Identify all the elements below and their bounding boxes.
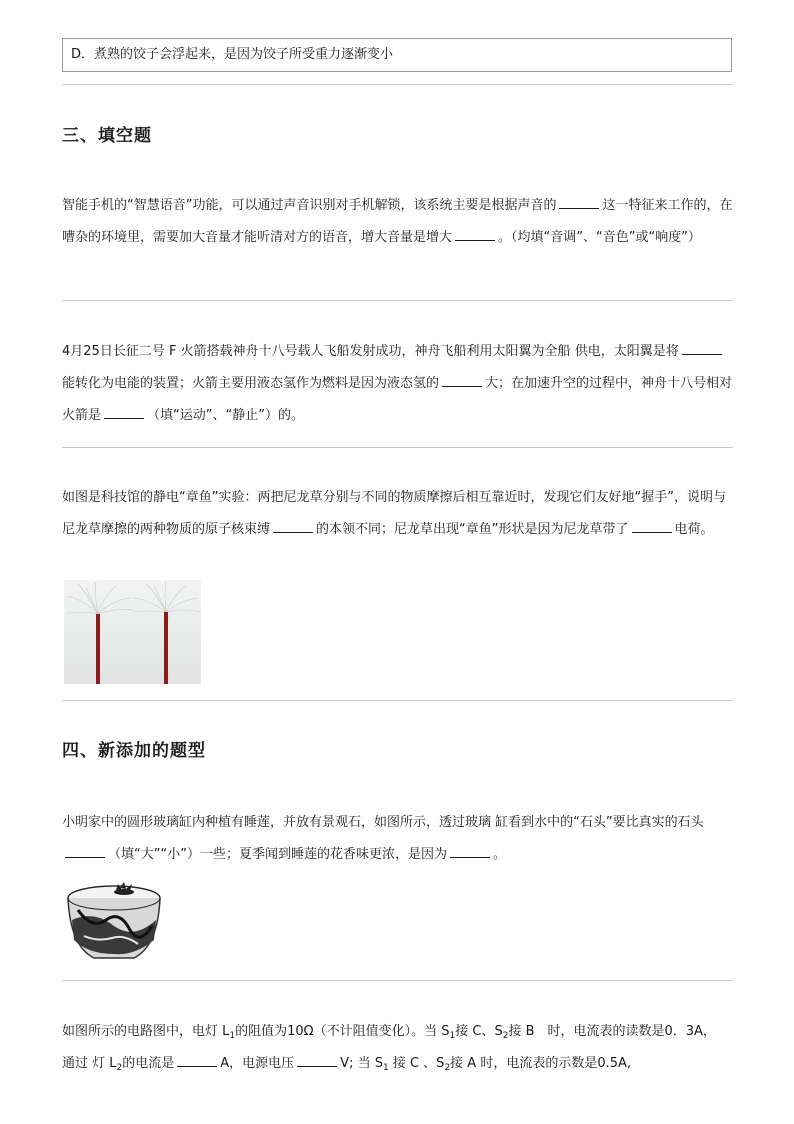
question-5-text-i: 接 A 时，电流表的示数是0.5A, [450,1056,632,1071]
answer-blank[interactable] [177,1052,217,1067]
subscript: 1 [449,1031,456,1041]
question-2-text-4: （填“运动”、“静止”）的。 [147,408,304,423]
answer-blank[interactable] [273,518,313,533]
section-4-title: 四、新添加的题型 [62,741,206,761]
question-3-text-3: 电荷。 [674,522,714,537]
answer-blank[interactable] [297,1052,337,1067]
question-2-text-2: 能转化为电能的装置；火箭主要用液态氢作为燃料是因为液态氢的 [62,376,440,391]
question-3-text-1: 如图是科技馆的静电“章鱼”实验：两把尼龙草分别与不同的物质摩擦后相互靠近时，发现它们友好地“握手”，说明与尼龙草摩擦的两种物质的原子核束缚 [62,490,726,537]
question-2 [62,336,734,432]
question-4-text-1: 小明家中的圆形玻璃缸内种植有睡莲，并放有景观石，如图所示，透过玻璃 缸看到水中的“石头”要比真实的石头 [62,815,704,830]
divider [62,980,733,981]
question-5-text-g: V; 当 S [340,1056,383,1071]
question-1 [62,190,734,254]
question-3 [62,482,734,546]
question-1-text-3: 。（均填“音调”、“音色”或“响度”） [498,230,701,245]
question-5-text-d: 接 B 时，电流表的读数是0．3A， 通过 灯 L [62,1024,723,1071]
question-4 [62,807,734,871]
static-octopus-figure [64,580,201,684]
answer-blank[interactable] [455,226,495,241]
question-5-text-a: 如图所示的电路图中，电灯 L [62,1024,230,1039]
answer-blank[interactable] [442,372,482,387]
subscript: 2 [444,1063,451,1073]
answer-blank[interactable] [682,340,722,355]
question-2-text-3: 大；在加速升空的过程中，神舟十八号相对火箭是 [62,376,733,423]
question-2-text-1: 4月25日长征二号 F 火箭搭载神舟十八号载人飞船发射成功，神舟飞船利用太阳翼为全船 供电，太阳翼是将 [62,344,679,359]
divider [62,300,733,301]
question-5-text-h: 接 C 、S [388,1056,445,1071]
question-1-text-2: 这一特征来工作的，在嘈杂的环境里，需要加大音量才能听清对方的语音，增大音量是增大 [62,198,733,245]
answer-blank[interactable] [104,404,144,419]
subscript: 1 [382,1063,389,1073]
divider [62,700,733,701]
nylon-grass-image [64,580,201,684]
section-3-title: 三、填空题 [62,126,152,146]
question-1-text-1: 智能手机的“智慧语音”功能，可以通过声音识别对手机解锁，该系统主要是根据声音的 [62,198,557,213]
question-4-text-3: 。 [492,847,506,862]
question-5-text-c: 接 C、S [455,1024,503,1039]
divider [62,84,733,85]
question-5 [62,1016,734,1080]
question-3-text-2: 的本领不同；尼龙草出现“章鱼”形状是因为尼龙草带了 [316,522,629,537]
question-5-text-e: 的电流是 [122,1056,175,1071]
glass-bowl-image [64,880,164,962]
answer-blank[interactable] [632,518,672,533]
question-5-text-f: A，电源电压 [220,1056,295,1071]
subscript: 2 [116,1063,123,1073]
answer-blank[interactable] [559,194,599,209]
fish-tank-figure [64,880,164,962]
subscript: 1 [229,1031,236,1041]
question-5-text-b: 的阻值为10Ω（不计阻值变化）。当 S [235,1024,450,1039]
answer-blank[interactable] [450,843,490,858]
question-4-text-2: （填“大”“小”）一些；夏季闻到睡莲的花香味更浓，是因为 [108,847,447,862]
divider [62,447,733,448]
subscript: 2 [502,1031,509,1041]
answer-blank[interactable] [65,843,105,858]
option-d[interactable]: D．煮熟的饺子会浮起来，是因为饺子所受重力逐渐变小 [62,38,732,72]
